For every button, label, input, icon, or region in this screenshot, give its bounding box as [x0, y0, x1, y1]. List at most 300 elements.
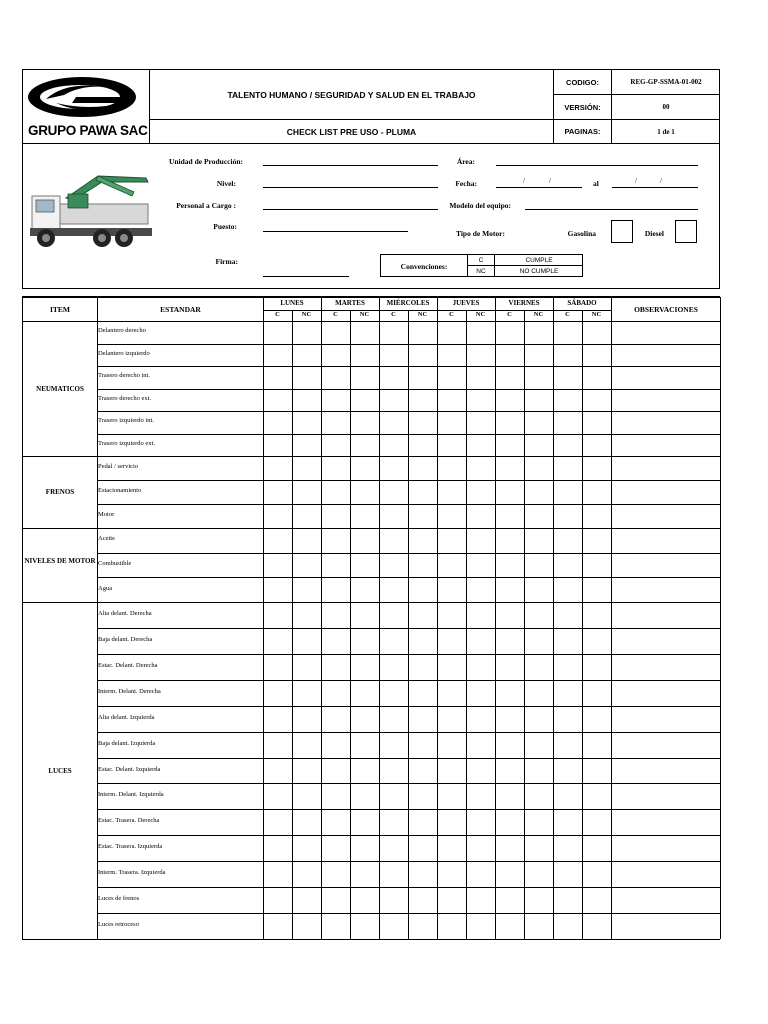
check-cell[interactable]: [351, 784, 378, 808]
check-cell[interactable]: [264, 862, 291, 886]
check-cell[interactable]: [322, 529, 349, 552]
check-cell[interactable]: [322, 707, 349, 731]
check-cell[interactable]: [380, 914, 407, 938]
check-cell[interactable]: [380, 505, 407, 527]
observation-cell[interactable]: [612, 457, 719, 479]
check-cell[interactable]: [438, 784, 465, 808]
check-cell[interactable]: [438, 836, 465, 860]
check-cell[interactable]: [351, 578, 378, 601]
check-cell[interactable]: [438, 862, 465, 886]
check-cell[interactable]: [380, 457, 407, 479]
check-cell[interactable]: [496, 914, 523, 938]
check-cell[interactable]: [525, 322, 552, 343]
check-cell[interactable]: [351, 810, 378, 834]
check-cell[interactable]: [583, 655, 610, 679]
check-cell[interactable]: [322, 603, 349, 627]
check-cell[interactable]: [351, 733, 378, 757]
check-cell[interactable]: [467, 412, 494, 433]
check-cell[interactable]: [264, 554, 291, 577]
observation-cell[interactable]: [612, 629, 719, 653]
check-cell[interactable]: [583, 322, 610, 343]
check-cell[interactable]: [322, 681, 349, 705]
check-cell[interactable]: [409, 629, 436, 653]
check-cell[interactable]: [525, 914, 552, 938]
check-cell[interactable]: [467, 888, 494, 912]
check-cell[interactable]: [496, 435, 523, 456]
check-cell[interactable]: [438, 345, 465, 366]
check-cell[interactable]: [525, 707, 552, 731]
check-cell[interactable]: [496, 707, 523, 731]
check-cell[interactable]: [409, 733, 436, 757]
check-cell[interactable]: [496, 862, 523, 886]
check-cell[interactable]: [467, 529, 494, 552]
observation-cell[interactable]: [612, 888, 719, 912]
check-cell[interactable]: [583, 554, 610, 577]
check-cell[interactable]: [583, 457, 610, 479]
check-cell[interactable]: [264, 655, 291, 679]
check-cell[interactable]: [380, 733, 407, 757]
check-cell[interactable]: [438, 367, 465, 388]
check-cell[interactable]: [409, 810, 436, 834]
observation-cell[interactable]: [612, 322, 719, 343]
check-cell[interactable]: [467, 862, 494, 886]
check-cell[interactable]: [293, 529, 320, 552]
check-cell[interactable]: [554, 578, 581, 601]
check-cell[interactable]: [380, 345, 407, 366]
check-cell[interactable]: [351, 505, 378, 527]
observation-cell[interactable]: [612, 707, 719, 731]
check-cell[interactable]: [583, 681, 610, 705]
check-cell[interactable]: [496, 457, 523, 479]
check-cell[interactable]: [409, 412, 436, 433]
check-cell[interactable]: [409, 322, 436, 343]
check-cell[interactable]: [380, 554, 407, 577]
check-cell[interactable]: [264, 681, 291, 705]
check-cell[interactable]: [264, 784, 291, 808]
check-cell[interactable]: [380, 784, 407, 808]
check-cell[interactable]: [409, 390, 436, 411]
check-cell[interactable]: [467, 836, 494, 860]
check-cell[interactable]: [351, 390, 378, 411]
check-cell[interactable]: [496, 888, 523, 912]
check-cell[interactable]: [351, 759, 378, 783]
check-cell[interactable]: [467, 554, 494, 577]
check-cell[interactable]: [438, 412, 465, 433]
observation-cell[interactable]: [612, 655, 719, 679]
check-cell[interactable]: [264, 505, 291, 527]
observation-cell[interactable]: [612, 603, 719, 627]
check-cell[interactable]: [496, 655, 523, 679]
check-cell[interactable]: [438, 810, 465, 834]
observation-cell[interactable]: [612, 862, 719, 886]
check-cell[interactable]: [264, 578, 291, 601]
check-cell[interactable]: [525, 810, 552, 834]
check-cell[interactable]: [438, 707, 465, 731]
check-cell[interactable]: [554, 322, 581, 343]
check-cell[interactable]: [409, 914, 436, 938]
check-cell[interactable]: [438, 681, 465, 705]
check-cell[interactable]: [525, 733, 552, 757]
check-cell[interactable]: [380, 629, 407, 653]
check-cell[interactable]: [351, 914, 378, 938]
check-cell[interactable]: [496, 578, 523, 601]
check-cell[interactable]: [438, 322, 465, 343]
observation-cell[interactable]: [612, 367, 719, 388]
check-cell[interactable]: [351, 345, 378, 366]
check-cell[interactable]: [351, 629, 378, 653]
check-cell[interactable]: [409, 862, 436, 886]
check-cell[interactable]: [322, 390, 349, 411]
check-cell[interactable]: [583, 888, 610, 912]
check-cell[interactable]: [409, 435, 436, 456]
check-cell[interactable]: [264, 529, 291, 552]
check-cell[interactable]: [351, 554, 378, 577]
check-cell[interactable]: [554, 554, 581, 577]
check-cell[interactable]: [264, 759, 291, 783]
check-cell[interactable]: [496, 681, 523, 705]
check-cell[interactable]: [380, 681, 407, 705]
check-cell[interactable]: [264, 412, 291, 433]
check-cell[interactable]: [409, 457, 436, 479]
check-cell[interactable]: [351, 457, 378, 479]
check-cell[interactable]: [322, 888, 349, 912]
check-cell[interactable]: [496, 345, 523, 366]
check-cell[interactable]: [496, 367, 523, 388]
check-cell[interactable]: [380, 367, 407, 388]
check-cell[interactable]: [583, 810, 610, 834]
check-cell[interactable]: [409, 603, 436, 627]
check-cell[interactable]: [409, 655, 436, 679]
observation-cell[interactable]: [612, 914, 719, 938]
check-cell[interactable]: [409, 707, 436, 731]
check-cell[interactable]: [293, 733, 320, 757]
check-cell[interactable]: [264, 888, 291, 912]
check-cell[interactable]: [554, 914, 581, 938]
check-cell[interactable]: [351, 435, 378, 456]
check-cell[interactable]: [322, 457, 349, 479]
check-cell[interactable]: [293, 810, 320, 834]
check-cell[interactable]: [293, 681, 320, 705]
observation-cell[interactable]: [612, 435, 719, 456]
check-cell[interactable]: [380, 655, 407, 679]
area-field[interactable]: [496, 165, 698, 166]
check-cell[interactable]: [496, 390, 523, 411]
check-cell[interactable]: [322, 322, 349, 343]
check-cell[interactable]: [583, 435, 610, 456]
check-cell[interactable]: [351, 707, 378, 731]
observation-cell[interactable]: [612, 505, 719, 527]
check-cell[interactable]: [322, 655, 349, 679]
observation-cell[interactable]: [612, 345, 719, 366]
check-cell[interactable]: [554, 681, 581, 705]
check-cell[interactable]: [525, 784, 552, 808]
check-cell[interactable]: [583, 578, 610, 601]
modelo-field[interactable]: [525, 209, 698, 210]
check-cell[interactable]: [496, 603, 523, 627]
check-cell[interactable]: [467, 681, 494, 705]
check-cell[interactable]: [583, 529, 610, 552]
check-cell[interactable]: [525, 629, 552, 653]
check-cell[interactable]: [351, 655, 378, 679]
check-cell[interactable]: [438, 481, 465, 503]
check-cell[interactable]: [322, 759, 349, 783]
check-cell[interactable]: [583, 345, 610, 366]
observation-cell[interactable]: [612, 733, 719, 757]
check-cell[interactable]: [322, 810, 349, 834]
check-cell[interactable]: [525, 681, 552, 705]
check-cell[interactable]: [264, 390, 291, 411]
check-cell[interactable]: [554, 836, 581, 860]
check-cell[interactable]: [380, 759, 407, 783]
check-cell[interactable]: [293, 784, 320, 808]
check-cell[interactable]: [525, 345, 552, 366]
check-cell[interactable]: [380, 707, 407, 731]
check-cell[interactable]: [583, 390, 610, 411]
check-cell[interactable]: [467, 655, 494, 679]
check-cell[interactable]: [264, 367, 291, 388]
check-cell[interactable]: [438, 457, 465, 479]
check-cell[interactable]: [264, 836, 291, 860]
check-cell[interactable]: [380, 836, 407, 860]
check-cell[interactable]: [554, 412, 581, 433]
check-cell[interactable]: [264, 707, 291, 731]
check-cell[interactable]: [525, 554, 552, 577]
check-cell[interactable]: [322, 505, 349, 527]
check-cell[interactable]: [293, 345, 320, 366]
check-cell[interactable]: [583, 505, 610, 527]
check-cell[interactable]: [525, 578, 552, 601]
check-cell[interactable]: [264, 733, 291, 757]
observation-cell[interactable]: [612, 529, 719, 552]
observation-cell[interactable]: [612, 578, 719, 601]
check-cell[interactable]: [554, 603, 581, 627]
check-cell[interactable]: [554, 784, 581, 808]
check-cell[interactable]: [293, 759, 320, 783]
check-cell[interactable]: [293, 655, 320, 679]
check-cell[interactable]: [525, 603, 552, 627]
check-cell[interactable]: [322, 345, 349, 366]
check-cell[interactable]: [409, 505, 436, 527]
check-cell[interactable]: [438, 629, 465, 653]
check-cell[interactable]: [554, 390, 581, 411]
check-cell[interactable]: [438, 578, 465, 601]
check-cell[interactable]: [293, 888, 320, 912]
check-cell[interactable]: [322, 914, 349, 938]
check-cell[interactable]: [293, 322, 320, 343]
check-cell[interactable]: [409, 784, 436, 808]
check-cell[interactable]: [496, 481, 523, 503]
check-cell[interactable]: [380, 888, 407, 912]
check-cell[interactable]: [409, 345, 436, 366]
check-cell[interactable]: [409, 367, 436, 388]
check-cell[interactable]: [554, 435, 581, 456]
check-cell[interactable]: [293, 390, 320, 411]
check-cell[interactable]: [380, 390, 407, 411]
check-cell[interactable]: [264, 914, 291, 938]
check-cell[interactable]: [380, 481, 407, 503]
check-cell[interactable]: [554, 505, 581, 527]
check-cell[interactable]: [467, 435, 494, 456]
observation-cell[interactable]: [612, 481, 719, 503]
check-cell[interactable]: [496, 759, 523, 783]
check-cell[interactable]: [438, 390, 465, 411]
check-cell[interactable]: [351, 367, 378, 388]
check-cell[interactable]: [583, 412, 610, 433]
check-cell[interactable]: [583, 862, 610, 886]
check-cell[interactable]: [322, 367, 349, 388]
check-cell[interactable]: [496, 836, 523, 860]
check-cell[interactable]: [496, 322, 523, 343]
check-cell[interactable]: [525, 505, 552, 527]
check-cell[interactable]: [293, 367, 320, 388]
fecha-desde-field[interactable]: [496, 187, 582, 188]
gasolina-checkbox[interactable]: [611, 220, 633, 243]
check-cell[interactable]: [322, 578, 349, 601]
check-cell[interactable]: [496, 629, 523, 653]
check-cell[interactable]: [438, 435, 465, 456]
check-cell[interactable]: [525, 655, 552, 679]
check-cell[interactable]: [293, 481, 320, 503]
check-cell[interactable]: [293, 862, 320, 886]
check-cell[interactable]: [583, 707, 610, 731]
check-cell[interactable]: [467, 322, 494, 343]
check-cell[interactable]: [293, 629, 320, 653]
check-cell[interactable]: [467, 505, 494, 527]
check-cell[interactable]: [554, 733, 581, 757]
observation-cell[interactable]: [612, 784, 719, 808]
check-cell[interactable]: [554, 759, 581, 783]
check-cell[interactable]: [583, 367, 610, 388]
check-cell[interactable]: [322, 412, 349, 433]
check-cell[interactable]: [554, 367, 581, 388]
check-cell[interactable]: [496, 554, 523, 577]
check-cell[interactable]: [554, 481, 581, 503]
check-cell[interactable]: [525, 888, 552, 912]
check-cell[interactable]: [467, 759, 494, 783]
check-cell[interactable]: [409, 554, 436, 577]
check-cell[interactable]: [351, 681, 378, 705]
nivel-field[interactable]: [263, 187, 438, 188]
check-cell[interactable]: [467, 578, 494, 601]
check-cell[interactable]: [525, 390, 552, 411]
observation-cell[interactable]: [612, 412, 719, 433]
check-cell[interactable]: [467, 367, 494, 388]
personal-field[interactable]: [263, 209, 438, 210]
check-cell[interactable]: [293, 457, 320, 479]
check-cell[interactable]: [322, 481, 349, 503]
check-cell[interactable]: [438, 603, 465, 627]
check-cell[interactable]: [351, 888, 378, 912]
check-cell[interactable]: [525, 862, 552, 886]
check-cell[interactable]: [554, 529, 581, 552]
check-cell[interactable]: [322, 435, 349, 456]
firma-field[interactable]: [263, 276, 349, 277]
check-cell[interactable]: [467, 810, 494, 834]
check-cell[interactable]: [525, 529, 552, 552]
check-cell[interactable]: [351, 481, 378, 503]
check-cell[interactable]: [380, 435, 407, 456]
check-cell[interactable]: [351, 412, 378, 433]
check-cell[interactable]: [467, 914, 494, 938]
check-cell[interactable]: [583, 759, 610, 783]
check-cell[interactable]: [583, 733, 610, 757]
check-cell[interactable]: [496, 784, 523, 808]
check-cell[interactable]: [554, 862, 581, 886]
check-cell[interactable]: [322, 733, 349, 757]
check-cell[interactable]: [322, 554, 349, 577]
check-cell[interactable]: [525, 836, 552, 860]
check-cell[interactable]: [409, 578, 436, 601]
check-cell[interactable]: [438, 505, 465, 527]
check-cell[interactable]: [525, 367, 552, 388]
check-cell[interactable]: [467, 345, 494, 366]
check-cell[interactable]: [554, 345, 581, 366]
check-cell[interactable]: [409, 836, 436, 860]
check-cell[interactable]: [467, 603, 494, 627]
check-cell[interactable]: [525, 457, 552, 479]
unidad-field[interactable]: [263, 165, 438, 166]
check-cell[interactable]: [380, 529, 407, 552]
check-cell[interactable]: [438, 733, 465, 757]
check-cell[interactable]: [554, 629, 581, 653]
check-cell[interactable]: [496, 412, 523, 433]
check-cell[interactable]: [438, 759, 465, 783]
observation-cell[interactable]: [612, 759, 719, 783]
check-cell[interactable]: [525, 435, 552, 456]
check-cell[interactable]: [293, 412, 320, 433]
check-cell[interactable]: [293, 836, 320, 860]
check-cell[interactable]: [467, 784, 494, 808]
fecha-hasta-field[interactable]: [612, 187, 698, 188]
check-cell[interactable]: [438, 655, 465, 679]
check-cell[interactable]: [380, 322, 407, 343]
check-cell[interactable]: [583, 914, 610, 938]
observation-cell[interactable]: [612, 554, 719, 577]
check-cell[interactable]: [409, 529, 436, 552]
check-cell[interactable]: [438, 888, 465, 912]
check-cell[interactable]: [293, 435, 320, 456]
check-cell[interactable]: [525, 481, 552, 503]
check-cell[interactable]: [351, 322, 378, 343]
check-cell[interactable]: [409, 888, 436, 912]
check-cell[interactable]: [583, 629, 610, 653]
check-cell[interactable]: [467, 457, 494, 479]
check-cell[interactable]: [583, 481, 610, 503]
check-cell[interactable]: [467, 733, 494, 757]
check-cell[interactable]: [351, 603, 378, 627]
check-cell[interactable]: [293, 707, 320, 731]
check-cell[interactable]: [293, 603, 320, 627]
check-cell[interactable]: [380, 810, 407, 834]
check-cell[interactable]: [264, 457, 291, 479]
check-cell[interactable]: [554, 655, 581, 679]
check-cell[interactable]: [496, 733, 523, 757]
check-cell[interactable]: [322, 836, 349, 860]
check-cell[interactable]: [380, 862, 407, 886]
check-cell[interactable]: [351, 836, 378, 860]
check-cell[interactable]: [264, 603, 291, 627]
check-cell[interactable]: [380, 603, 407, 627]
check-cell[interactable]: [554, 810, 581, 834]
check-cell[interactable]: [322, 862, 349, 886]
check-cell[interactable]: [264, 345, 291, 366]
check-cell[interactable]: [293, 505, 320, 527]
observation-cell[interactable]: [612, 810, 719, 834]
check-cell[interactable]: [264, 322, 291, 343]
check-cell[interactable]: [583, 603, 610, 627]
check-cell[interactable]: [554, 457, 581, 479]
check-cell[interactable]: [380, 578, 407, 601]
